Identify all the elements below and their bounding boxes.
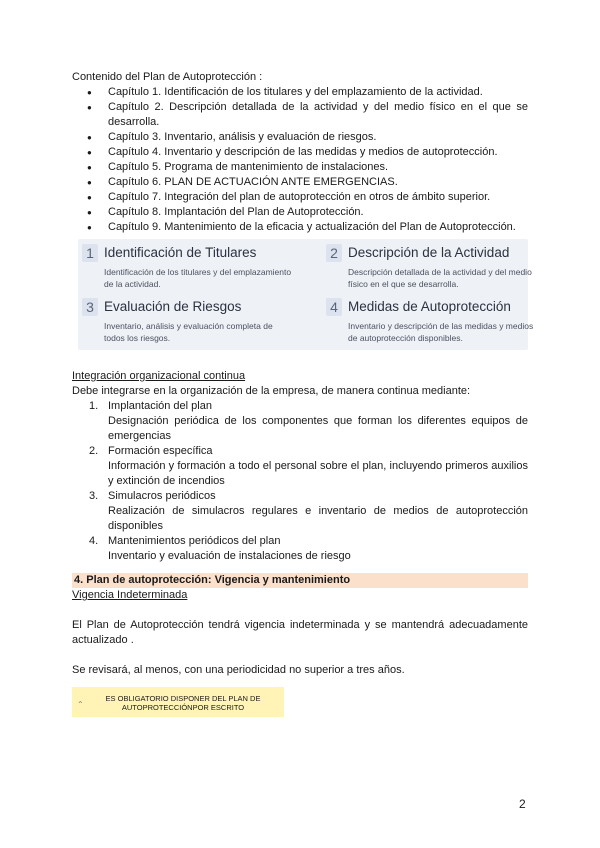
card-description: Identificación de los titulares y del emplazamiento de la actividad. [104,267,292,289]
card-number: 2 [326,244,342,262]
page-content [72,70,534,717]
intro-text: Contenido del Plan de Autoprotección : [72,71,263,83]
item-detail: Información y formación a todo el personal sobre el plan, incluyendo primeros auxilios y extinción de incendios [108,460,528,487]
chapter-item: ● Capítulo 6. PLAN DE ACTUACIÓN ANTE EMERGENCIAS. [72,175,528,190]
notice-text: ES OBLIGATORIO DISPONER DEL PLAN DE AUTOPROTECCIÓNPOR ESCRITO [105,694,261,712]
chapter-item: ● Capítulo 4. Inventario y descripción de las medidas y medios de autoprotección. [72,145,528,160]
chapter-item: ● Capítulo 3. Inventario, análisis y evaluación de riesgos. [72,130,528,145]
card-number: 3 [82,298,98,316]
notice-callout [72,687,284,717]
card-description: Inventario y descripción de las medidas y medios de autoprotección disponibles. [348,321,534,343]
integration-item [72,489,528,534]
chapter-item: ● Capítulo 2. Descripción detallada de la actividad y del medio físico en el que se desarrolla. [72,100,528,130]
chapter-item: ● Capítulo 9. Mantenimiento de la eficacia y actualización del Plan de Autoprotección. [72,220,528,235]
item-title: Implantación del plan [108,400,212,412]
summary-cards-image [78,239,534,350]
item-detail: Inventario y evaluación de instalaciones de riesgo [108,550,351,562]
integration-heading: Integración organizacional continua [72,370,246,382]
item-number: 1. [89,400,99,412]
chapter-item: ● Capítulo 7. Integración del plan de autoprotección en otros de ámbito superior. [72,190,528,205]
item-number: 4. [89,535,99,547]
item-number: 2. [89,445,99,457]
card-title: Identificación de Titulares [104,245,257,260]
card-title: Evaluación de Riesgos [104,299,242,314]
chapter-list [72,85,528,235]
item-title: Formación específica [108,445,213,457]
card-title: Descripción de la Actividad [348,245,510,260]
item-title: Mantenimientos periódicos del plan [108,535,281,547]
revision-paragraph: Se revisará, al menos, con una periodicidad no superior a tres años. [72,664,405,676]
integration-lead: Debe integrarse en la organización de la empresa, de manera continua mediante: [72,385,471,397]
page-number: 2 [519,797,526,811]
chapter-item: ● Capítulo 5. Programa de mantenimiento de instalaciones. [72,160,528,175]
item-title: Simulacros periódicos [108,490,216,502]
card-title: Medidas de Autoprotección [348,299,511,314]
card-number: 1 [82,244,98,262]
chapter-item: ● Capítulo 8. Implantación del Plan de Autoprotección. [72,205,528,220]
integration-item [72,534,528,564]
integration-item [72,444,528,489]
item-detail: Realización de simulacros regulares e inventario de medios de autoprotección disponibles [108,505,528,532]
integration-list [72,399,528,564]
card-number: 4 [326,298,342,316]
section-subheading: Vigencia Indeterminada [72,589,188,601]
card-description: Inventario, análisis y evaluación completa de todos los riesgos. [104,321,273,343]
item-number: 3. [89,490,99,502]
item-detail: Designación periódica de los componentes que forman los diferentes equipos de emergencias [108,415,528,442]
chapter-item: ● Capítulo 1. Identificación de los titulares y del emplazamiento de la actividad. [72,85,528,100]
vigencia-paragraph: El Plan de Autoprotección tendrá vigencia indeterminada y se mantendrá adecuadamente actualizado . [72,619,528,646]
chevron-up-icon: ⌃ [77,700,84,709]
section-heading: 4. Plan de autoprotección: Vigencia y mantenimiento [72,573,528,588]
card-description: Descripción detallada de la actividad y del medio físico en el que se desarrolla. [348,267,532,289]
integration-item [72,399,528,444]
